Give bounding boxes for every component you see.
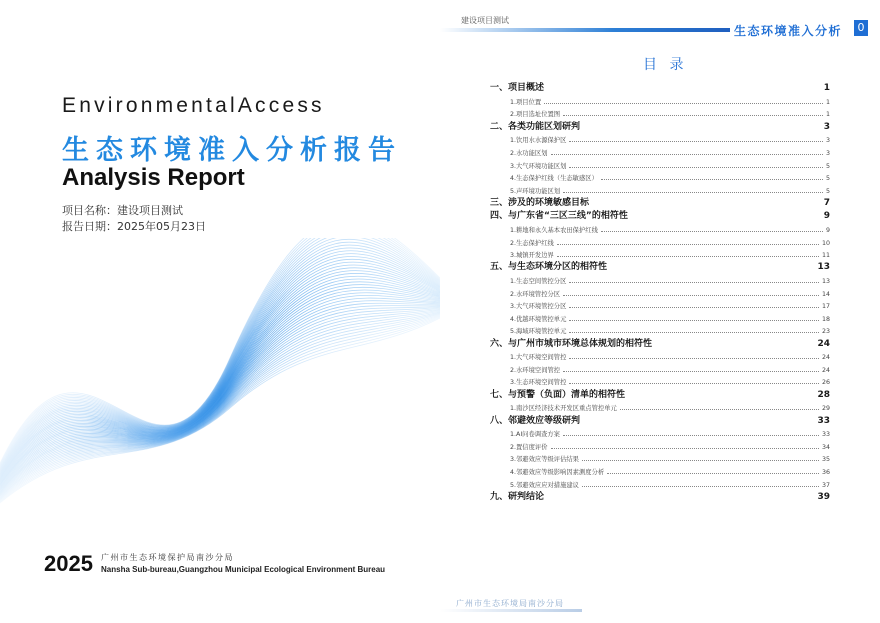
toc-section[interactable] <box>490 335 830 348</box>
organization-name-en: Nansha Sub-bureau,Guangzhou Municipal Ecological Environment Bureau <box>101 565 386 574</box>
toc-item-text: 3.邻避效应等级评估结果 <box>510 456 579 464</box>
toc-item-text: 2.项目选址位置图 <box>510 111 561 119</box>
toc-page-number: 37 <box>821 481 830 489</box>
toc-page-number: 24 <box>821 366 830 374</box>
toc-subsection[interactable] <box>490 247 830 260</box>
toc-page-number: 36 <box>821 469 830 477</box>
toc-leader-dots <box>607 473 819 474</box>
toc-page-number: 17 <box>821 303 830 311</box>
toc-item-text: 2.水环境管控分区 <box>510 290 561 298</box>
footer-accent-bar <box>440 609 582 612</box>
toc-page-number: 5 <box>825 187 830 195</box>
cover-subtitle-en: Analysis Report <box>62 164 245 191</box>
cover-title-en: EnvironmentalAccess <box>62 94 325 117</box>
cover-year: 2025 <box>44 551 93 576</box>
toc-leader-dots <box>544 103 823 104</box>
header-accent-bar <box>440 28 730 32</box>
toc-item-text: 三、涉及的环境敏感目标 <box>490 198 590 209</box>
toc-leader-dots <box>563 115 823 116</box>
toc-subsection[interactable] <box>490 272 830 285</box>
table-of-contents <box>490 80 830 502</box>
toc-page-number: 3 <box>823 121 830 132</box>
toc-leader-dots <box>569 141 823 142</box>
toc-section[interactable] <box>490 208 830 221</box>
toc-item-text: 4.生态保护红线（生态敏感区） <box>510 175 598 183</box>
toc-page-number: 28 <box>817 389 830 400</box>
toc-item-text: 3.大气环境管控分区 <box>510 303 567 311</box>
toc-leader-dots <box>557 244 819 245</box>
toc-leader-dots <box>601 179 823 180</box>
toc-leader-dots <box>569 332 819 333</box>
toc-item-text: 七、与预警（负面）清单的相符性 <box>490 389 626 400</box>
toc-page-number: 9 <box>823 211 830 222</box>
toc-leader-dots <box>563 295 819 296</box>
toc-leader-dots <box>563 371 819 372</box>
toc-subsection[interactable] <box>490 285 830 298</box>
toc-page-number: 26 <box>821 379 830 387</box>
toc-item-text: 2.水环境空间管控 <box>510 366 561 374</box>
toc-subsection[interactable] <box>490 106 830 119</box>
toc-subsection[interactable] <box>490 463 830 476</box>
toc-leader-dots <box>582 460 819 461</box>
toc-page-number: 24 <box>817 338 830 349</box>
toc-item-text: 3.生态环境空间管控 <box>510 379 567 387</box>
footer-organization: 广州市生态环境局南沙分局 <box>456 599 564 608</box>
toc-subsection[interactable] <box>490 438 830 451</box>
toc-subsection[interactable] <box>490 374 830 387</box>
toc-subsection[interactable] <box>490 310 830 323</box>
toc-subsection[interactable] <box>490 157 830 170</box>
toc-page-number: 33 <box>817 415 830 426</box>
toc-subsection[interactable] <box>490 170 830 183</box>
toc-section[interactable] <box>490 195 830 208</box>
toc-leader-dots <box>563 192 823 193</box>
toc-section[interactable] <box>490 386 830 399</box>
toc-item-text: 五、与生态环境分区的相符性 <box>490 262 608 273</box>
toc-item-text: 九、研判结论 <box>490 491 545 502</box>
toc-section[interactable] <box>490 489 830 502</box>
toc-subsection[interactable] <box>490 298 830 311</box>
toc-item-text: 2.生态保护红线 <box>510 239 554 247</box>
toc-item-text: 2.水功能区划 <box>510 149 548 157</box>
toc-leader-dots <box>601 231 823 232</box>
toc-leader-dots <box>557 256 819 257</box>
toc-item-text: 1.饮用水水源保护区 <box>510 137 567 145</box>
toc-page-number: 1 <box>825 98 830 106</box>
toc-item-text: 1.生态空间管控分区 <box>510 278 567 286</box>
toc-subsection[interactable] <box>490 476 830 489</box>
toc-page-number: 34 <box>821 443 830 451</box>
toc-leader-dots <box>551 448 819 449</box>
toc-subsection[interactable] <box>490 361 830 374</box>
toc-subsection[interactable] <box>490 426 830 439</box>
toc-page-number: 24 <box>821 354 830 362</box>
toc-item-text: 5.邻避效应应对措施建议 <box>510 481 579 489</box>
toc-item-text: 4.优越环境管控单元 <box>510 315 567 323</box>
toc-page-number: 39 <box>817 491 830 502</box>
toc-leader-dots <box>569 320 819 321</box>
toc-page-number: 23 <box>821 328 830 336</box>
toc-section[interactable] <box>490 118 830 131</box>
toc-page-number: 13 <box>817 262 830 273</box>
toc-page-number: 35 <box>821 456 830 464</box>
toc-heading: 目 录 <box>643 57 688 73</box>
toc-subsection[interactable] <box>490 400 830 413</box>
toc-item-text: 5.海域环境管控单元 <box>510 328 567 336</box>
toc-page-number: 33 <box>821 431 830 439</box>
toc-leader-dots <box>569 167 823 168</box>
toc-page-number: 14 <box>821 290 830 298</box>
project-name-label: 项目名称：建设项目测试 <box>62 204 183 217</box>
toc-subsection[interactable] <box>490 234 830 247</box>
toc-section[interactable] <box>490 259 830 272</box>
toc-item-text: 1.大气环境空间管控 <box>510 354 567 362</box>
toc-leader-dots <box>569 307 819 308</box>
toc-subsection[interactable] <box>490 132 830 145</box>
toc-subsection[interactable] <box>490 93 830 106</box>
toc-page-number: 1 <box>823 83 830 94</box>
toc-leader-dots <box>563 435 819 436</box>
toc-subsection[interactable] <box>490 323 830 336</box>
toc-leader-dots <box>620 409 819 410</box>
toc-page-number: 10 <box>821 239 830 247</box>
toc-section[interactable] <box>490 80 830 93</box>
toc-subsection[interactable] <box>490 182 830 195</box>
toc-leader-dots <box>582 486 819 487</box>
toc-page-number: 3 <box>825 137 830 145</box>
toc-leader-dots <box>569 282 819 283</box>
toc-item-text: 1.南沙区经济技术开发区重点管控单元 <box>510 405 617 413</box>
cover-title-cn: 生态环境准入分析报告 <box>62 135 402 166</box>
toc-item-text: 3.城镇开发边界 <box>510 252 554 260</box>
toc-item-text: 四、与广东省“三区三线”的相符性 <box>490 211 628 222</box>
toc-item-text: 一、项目概述 <box>490 83 545 94</box>
toc-page-number: 18 <box>821 315 830 323</box>
toc-page-number: 7 <box>823 198 830 209</box>
toc-item-text: 1.AI问卷调查方案 <box>510 431 560 439</box>
toc-item-text: 1.耕地和永久基本农田保护红线 <box>510 226 598 234</box>
header-title: 生态环境准入分析 <box>734 24 843 38</box>
organization-name-cn: 广州市生态环境保护局南沙分局 <box>101 553 234 562</box>
toc-subsection[interactable] <box>490 451 830 464</box>
toc-item-text: 二、各类功能区划研判 <box>490 121 581 132</box>
toc-subsection[interactable] <box>490 349 830 362</box>
toc-item-text: 4.邻避效应等级影响因素测度分析 <box>510 469 605 477</box>
toc-subsection[interactable] <box>490 221 830 234</box>
toc-section[interactable] <box>490 412 830 425</box>
toc-item-text: 八、邻避效应等级研判 <box>490 415 581 426</box>
decorative-wave-graphic <box>0 238 440 548</box>
toc-item-text: 2.置信度评价 <box>510 443 548 451</box>
toc-leader-dots <box>569 358 819 359</box>
toc-subsection[interactable] <box>490 144 830 157</box>
toc-page-number: 13 <box>821 278 830 286</box>
toc-leader-dots <box>551 154 823 155</box>
toc-page-number: 11 <box>821 252 830 260</box>
toc-page-number: 29 <box>821 405 830 413</box>
toc-page-number: 9 <box>825 226 830 234</box>
report-date-label: 报告日期：2025年05月23日 <box>62 220 206 233</box>
toc-item-text: 5.声环境功能区划 <box>510 187 561 195</box>
toc-item-text: 1.项目位置 <box>510 98 542 106</box>
header-page-number: 0 <box>854 20 868 36</box>
toc-item-text: 3.大气环境功能区划 <box>510 162 567 170</box>
toc-page-number: 1 <box>825 111 830 119</box>
toc-leader-dots <box>569 383 819 384</box>
toc-page-number: 5 <box>825 175 830 183</box>
toc-item-text: 六、与广州市城市环境总体规划的相符性 <box>490 338 653 349</box>
toc-page-number: 3 <box>825 149 830 157</box>
toc-page-number: 5 <box>825 162 830 170</box>
header-project-name: 建设项目测试 <box>461 16 509 25</box>
